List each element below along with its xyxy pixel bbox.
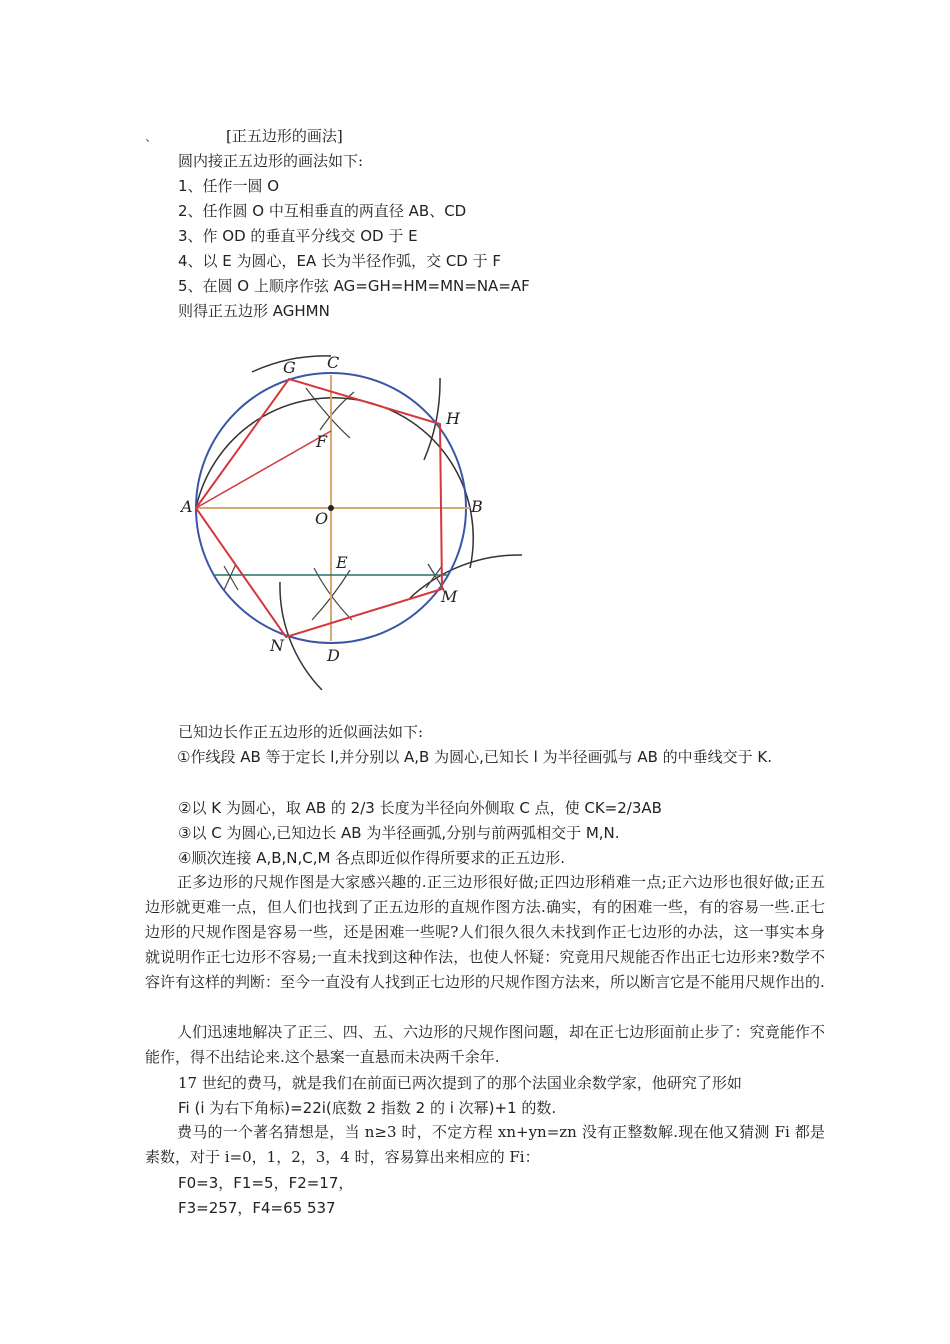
label-o: O <box>315 509 329 528</box>
label-e: E <box>336 553 348 572</box>
segment-af <box>196 431 331 508</box>
label-f: F <box>316 432 328 451</box>
paragraph-fermat-conjecture: 费马的一个著名猜想是，当 n≥3 时，不定方程 xn+yn=zn 没有正整数解.现在他又猜测 Fi 都是素数，对于 i=0，1，2，3，4 时，容易算出来相应的 Fi： <box>145 1123 825 1166</box>
approx-step-4: ④顺次连接 A,B,N,C,M 各点即近似作得所要求的正五边形. <box>178 849 566 867</box>
pentagon-construction-figure <box>180 345 540 690</box>
label-a: A <box>181 497 193 516</box>
step-1: 1、任作一圆 O <box>178 177 280 195</box>
label-d: D <box>327 646 340 665</box>
paragraph-heptagon: 人们迅速地解决了正三、四、五、六边形的尺规作图问题，却在正七边形面前止步了：究竟能作不能作，得不出结论来.这个悬案一直悬而未决两千余年. <box>145 1023 825 1066</box>
paragraph-regular-polygons: 正多边形的尺规作图是大家感兴趣的.正三边形很好做;正四边形稍难一点;正六边形也很好做;正五边形就更难一点，但人们也找到了正五边形的直规作图方法.确实，有的困难一些，有的容易一些.正七边形的尺规作图是容易一些，还是困难一些呢?人们很久很久未找到作正七边形的办法，这一事实本身就说明作正七边形不容易;一直未找到这种作法，也使人怀疑：究竟用尺规能否作出正七边形来?数学不容许有这样的判断：至今一直没有人找到正七边形的尺规作图方法来，所以断言它是不能用尺规作出的. <box>145 873 825 991</box>
label-n: N <box>270 636 284 655</box>
label-m: M <box>441 587 458 606</box>
fermat-values-2: F3=257，F4=65 537 <box>178 1199 336 1217</box>
paragraph-fermat-line-1: 17 世纪的费马，就是我们在前面已两次提到了的那个法国业余数学家，他研究了形如 <box>178 1074 742 1092</box>
label-h: H <box>446 409 460 428</box>
approx-step-2: ②以 K 为圆心，取 AB 的 2/3 长度为半径向外侧取 C 点，使 CK=2/3AB <box>178 799 662 817</box>
fermat-values-1: F0=3，F1=5，F2=17， <box>178 1174 354 1192</box>
approx-step-3: ③以 C 为圆心,已知边长 AB 为半径画弧,分别与前两弧相交于 M,N. <box>178 824 620 842</box>
bullet-mark: 、 <box>145 130 159 145</box>
step-2: 2、任作圆 O 中互相垂直的两直径 AB、CD <box>178 202 467 220</box>
arc-near-m <box>410 555 522 598</box>
label-c: C <box>327 353 340 372</box>
step-4: 4、以 E 为圆心，EA 长为半径作弧，交 CD 于 F <box>178 252 502 270</box>
step-5: 5、在圆 O 上顺序作弦 AG=GH=HM=MN=NA=AF <box>178 277 530 295</box>
label-b: B <box>471 497 483 516</box>
paragraph-fermat-line-2: Fi (i 为右下角标)=22i(底数 2 指数 2 的 i 次幂)+1 的数. <box>178 1099 557 1117</box>
cross-left <box>224 564 238 590</box>
approx-intro: 已知边长作正五边形的近似画法如下: <box>178 723 424 741</box>
center-point-o <box>328 505 334 511</box>
step-3: 3、作 OD 的垂直平分线交 OD 于 E <box>178 227 418 245</box>
approx-step-1: ①作线段 AB 等于定长 l,并分别以 A,B 为圆心,已知长 l 为半径画弧与 AB 的中垂线交于 K. <box>177 748 773 766</box>
conclusion: 则得正五边形 AGHMN <box>178 302 330 320</box>
intro-text: 圆内接正五边形的画法如下: <box>178 152 364 170</box>
page-title: [正五边形的画法] <box>226 127 343 145</box>
label-g: G <box>283 358 296 377</box>
